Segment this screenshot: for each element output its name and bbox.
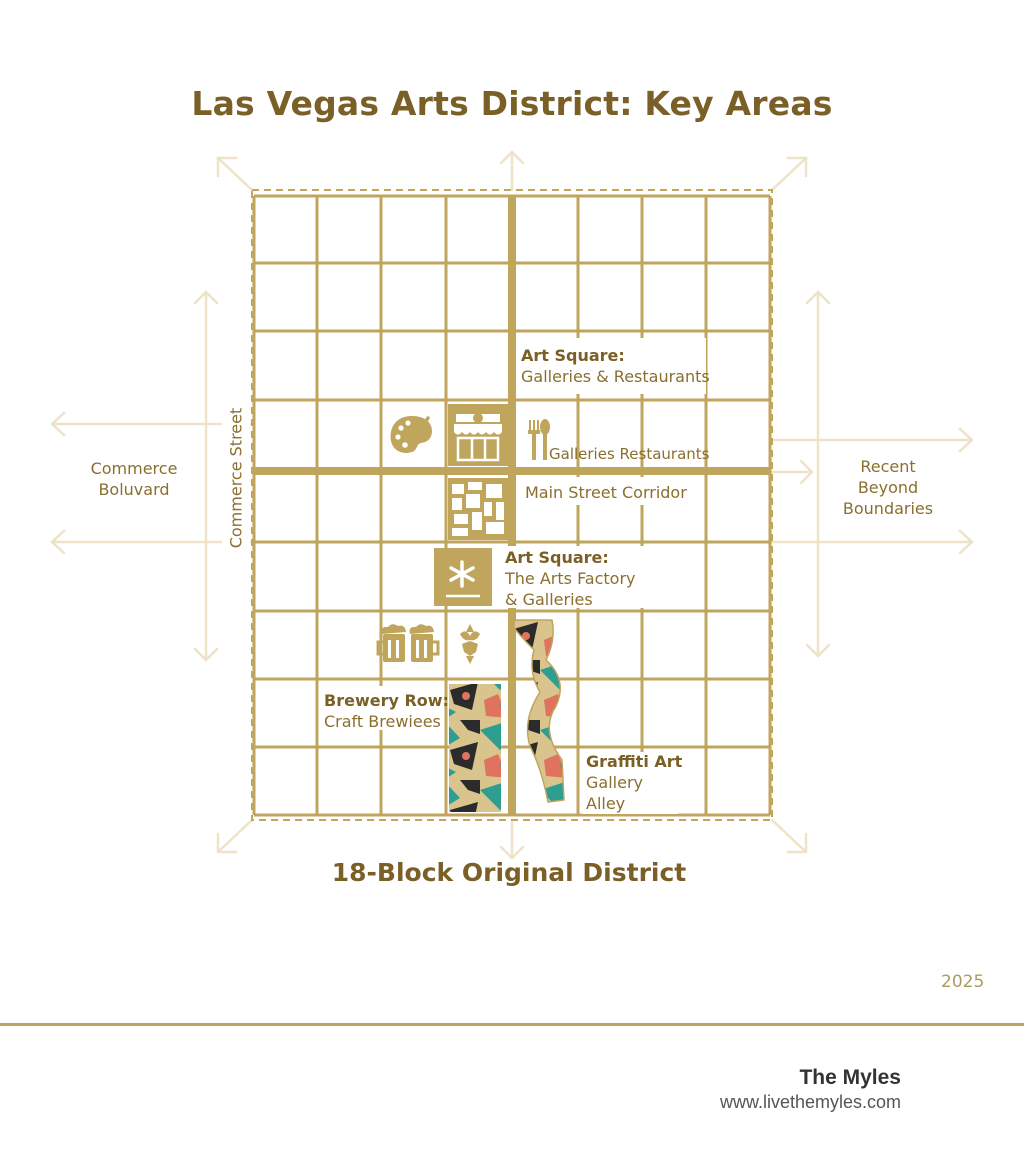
fork-spoon-icon	[528, 419, 550, 460]
arts-factory-line1: The Arts Factory	[505, 569, 636, 588]
graffiti-alley-icon	[514, 620, 564, 802]
palette-icon	[391, 416, 432, 453]
arts-factory-heading: Art Square:	[505, 548, 609, 567]
brewery-heading: Brewery Row:	[324, 691, 449, 710]
graffiti-line1: Graffiti Art	[586, 752, 683, 771]
footer	[720, 1066, 901, 1113]
brand-name: The Myles	[799, 1066, 901, 1089]
recent-boundaries-label	[836, 456, 940, 519]
art-square-heading: Art Square:	[521, 346, 625, 365]
district-subtitle: 18-Block Original District	[331, 858, 687, 887]
brewery-sub: Craft Brewiees	[324, 712, 441, 731]
west-line2: Boluvard	[98, 480, 170, 499]
beer-mugs-icon	[378, 624, 438, 662]
hops-icon	[460, 624, 480, 664]
commerce-street-label: Commerce Street	[226, 407, 246, 549]
website-link[interactable]: www.livethemyles.com	[719, 1092, 901, 1112]
east-line2: Beyond	[857, 478, 919, 497]
graffiti-alley-label	[586, 751, 682, 814]
arts-factory-icon	[434, 548, 492, 606]
footer-divider	[0, 1023, 1024, 1026]
east-line3: Boundaries	[842, 499, 934, 518]
map-title: Las Vegas Arts District: Key Areas	[191, 84, 833, 123]
graffiti-line2: Gallery	[586, 773, 643, 792]
arts-factory-line2: & Galleries	[505, 590, 593, 609]
mural-icon	[449, 684, 501, 812]
year-label: 2025	[941, 972, 985, 992]
art-square-galleries-label	[521, 345, 710, 387]
arts-factory-label	[505, 547, 636, 610]
main-street-corridor-label: Main Street Corridor	[525, 483, 687, 502]
west-line1: Commerce	[90, 459, 178, 478]
art-square-sub: Galleries & Restaurants	[521, 367, 710, 386]
icons-caption: Galleries Restaurants	[549, 445, 710, 463]
east-line1: Recent	[860, 457, 916, 476]
commerce-boulevard-label	[78, 458, 190, 500]
graffiti-line3: Alley	[586, 794, 626, 813]
brewery-row-label	[324, 690, 449, 732]
storefront-icon	[448, 404, 508, 466]
blocks-icon	[448, 478, 508, 540]
